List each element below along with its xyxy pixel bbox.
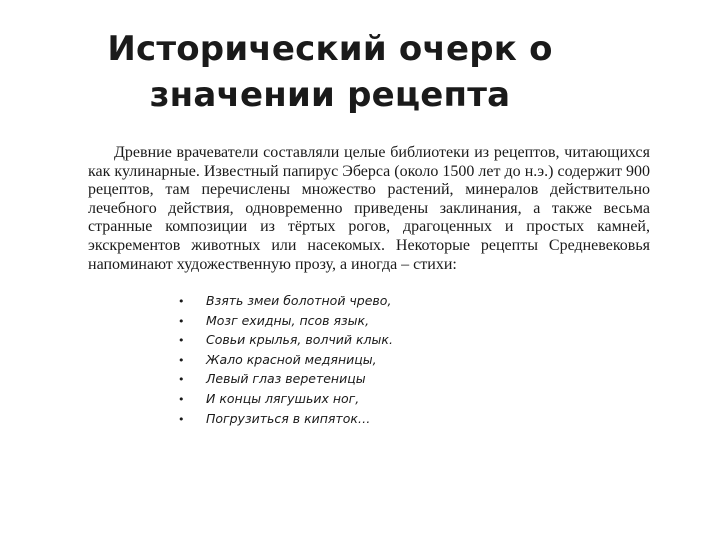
poem-line-text: Левый глаз веретеницы — [206, 371, 366, 387]
poem-line — [178, 312, 393, 332]
title-line-1: Исторический очерк о — [107, 29, 553, 69]
poem-line-text: И концы лягушьих ног, — [206, 390, 360, 406]
bullet-icon: • — [178, 353, 185, 367]
title-line-2: значении рецепта — [149, 75, 511, 115]
slide-title — [0, 26, 660, 118]
poem-line — [178, 410, 393, 430]
poem-line-text: Жало красной медяницы, — [206, 351, 377, 367]
poem-line — [178, 331, 393, 351]
poem-line — [178, 390, 393, 410]
poem-list — [178, 292, 393, 429]
poem-line — [178, 351, 393, 371]
poem-line-text: Мозг ехидны, псов язык, — [206, 312, 370, 328]
poem-line-text: Совьи крылья, волчий клык. — [206, 332, 393, 348]
bullet-icon: • — [178, 392, 185, 406]
bullet-icon: • — [178, 412, 185, 426]
bullet-icon: • — [178, 373, 185, 387]
poem-line-text: Погрузиться в кипяток… — [206, 410, 371, 426]
poem-line-text: Взять змеи болотной чрево, — [206, 293, 392, 308]
poem-line — [178, 292, 393, 312]
bullet-icon: • — [178, 334, 185, 348]
bullet-icon: • — [178, 314, 185, 328]
bullet-icon: • — [178, 295, 185, 308]
poem-line — [178, 370, 393, 390]
body-paragraph: Древние врачеватели составляли целые библиотеки из рецептов, читающихся как кулинарные. Известный папирус Эберса (около 1500 лет до н.э.) содержит 900 рецептов, там перечислены множество растений, минералов действительно лечебного действия, одновременно приведены заклинания, а также весьма странные композиции из тёртых рогов, драгоценных и простых камней, экскрементов животных или насекомых. Некоторые рецепты Средневековья напоминают художественную прозу, а иногда – стихи: — [88, 144, 650, 273]
